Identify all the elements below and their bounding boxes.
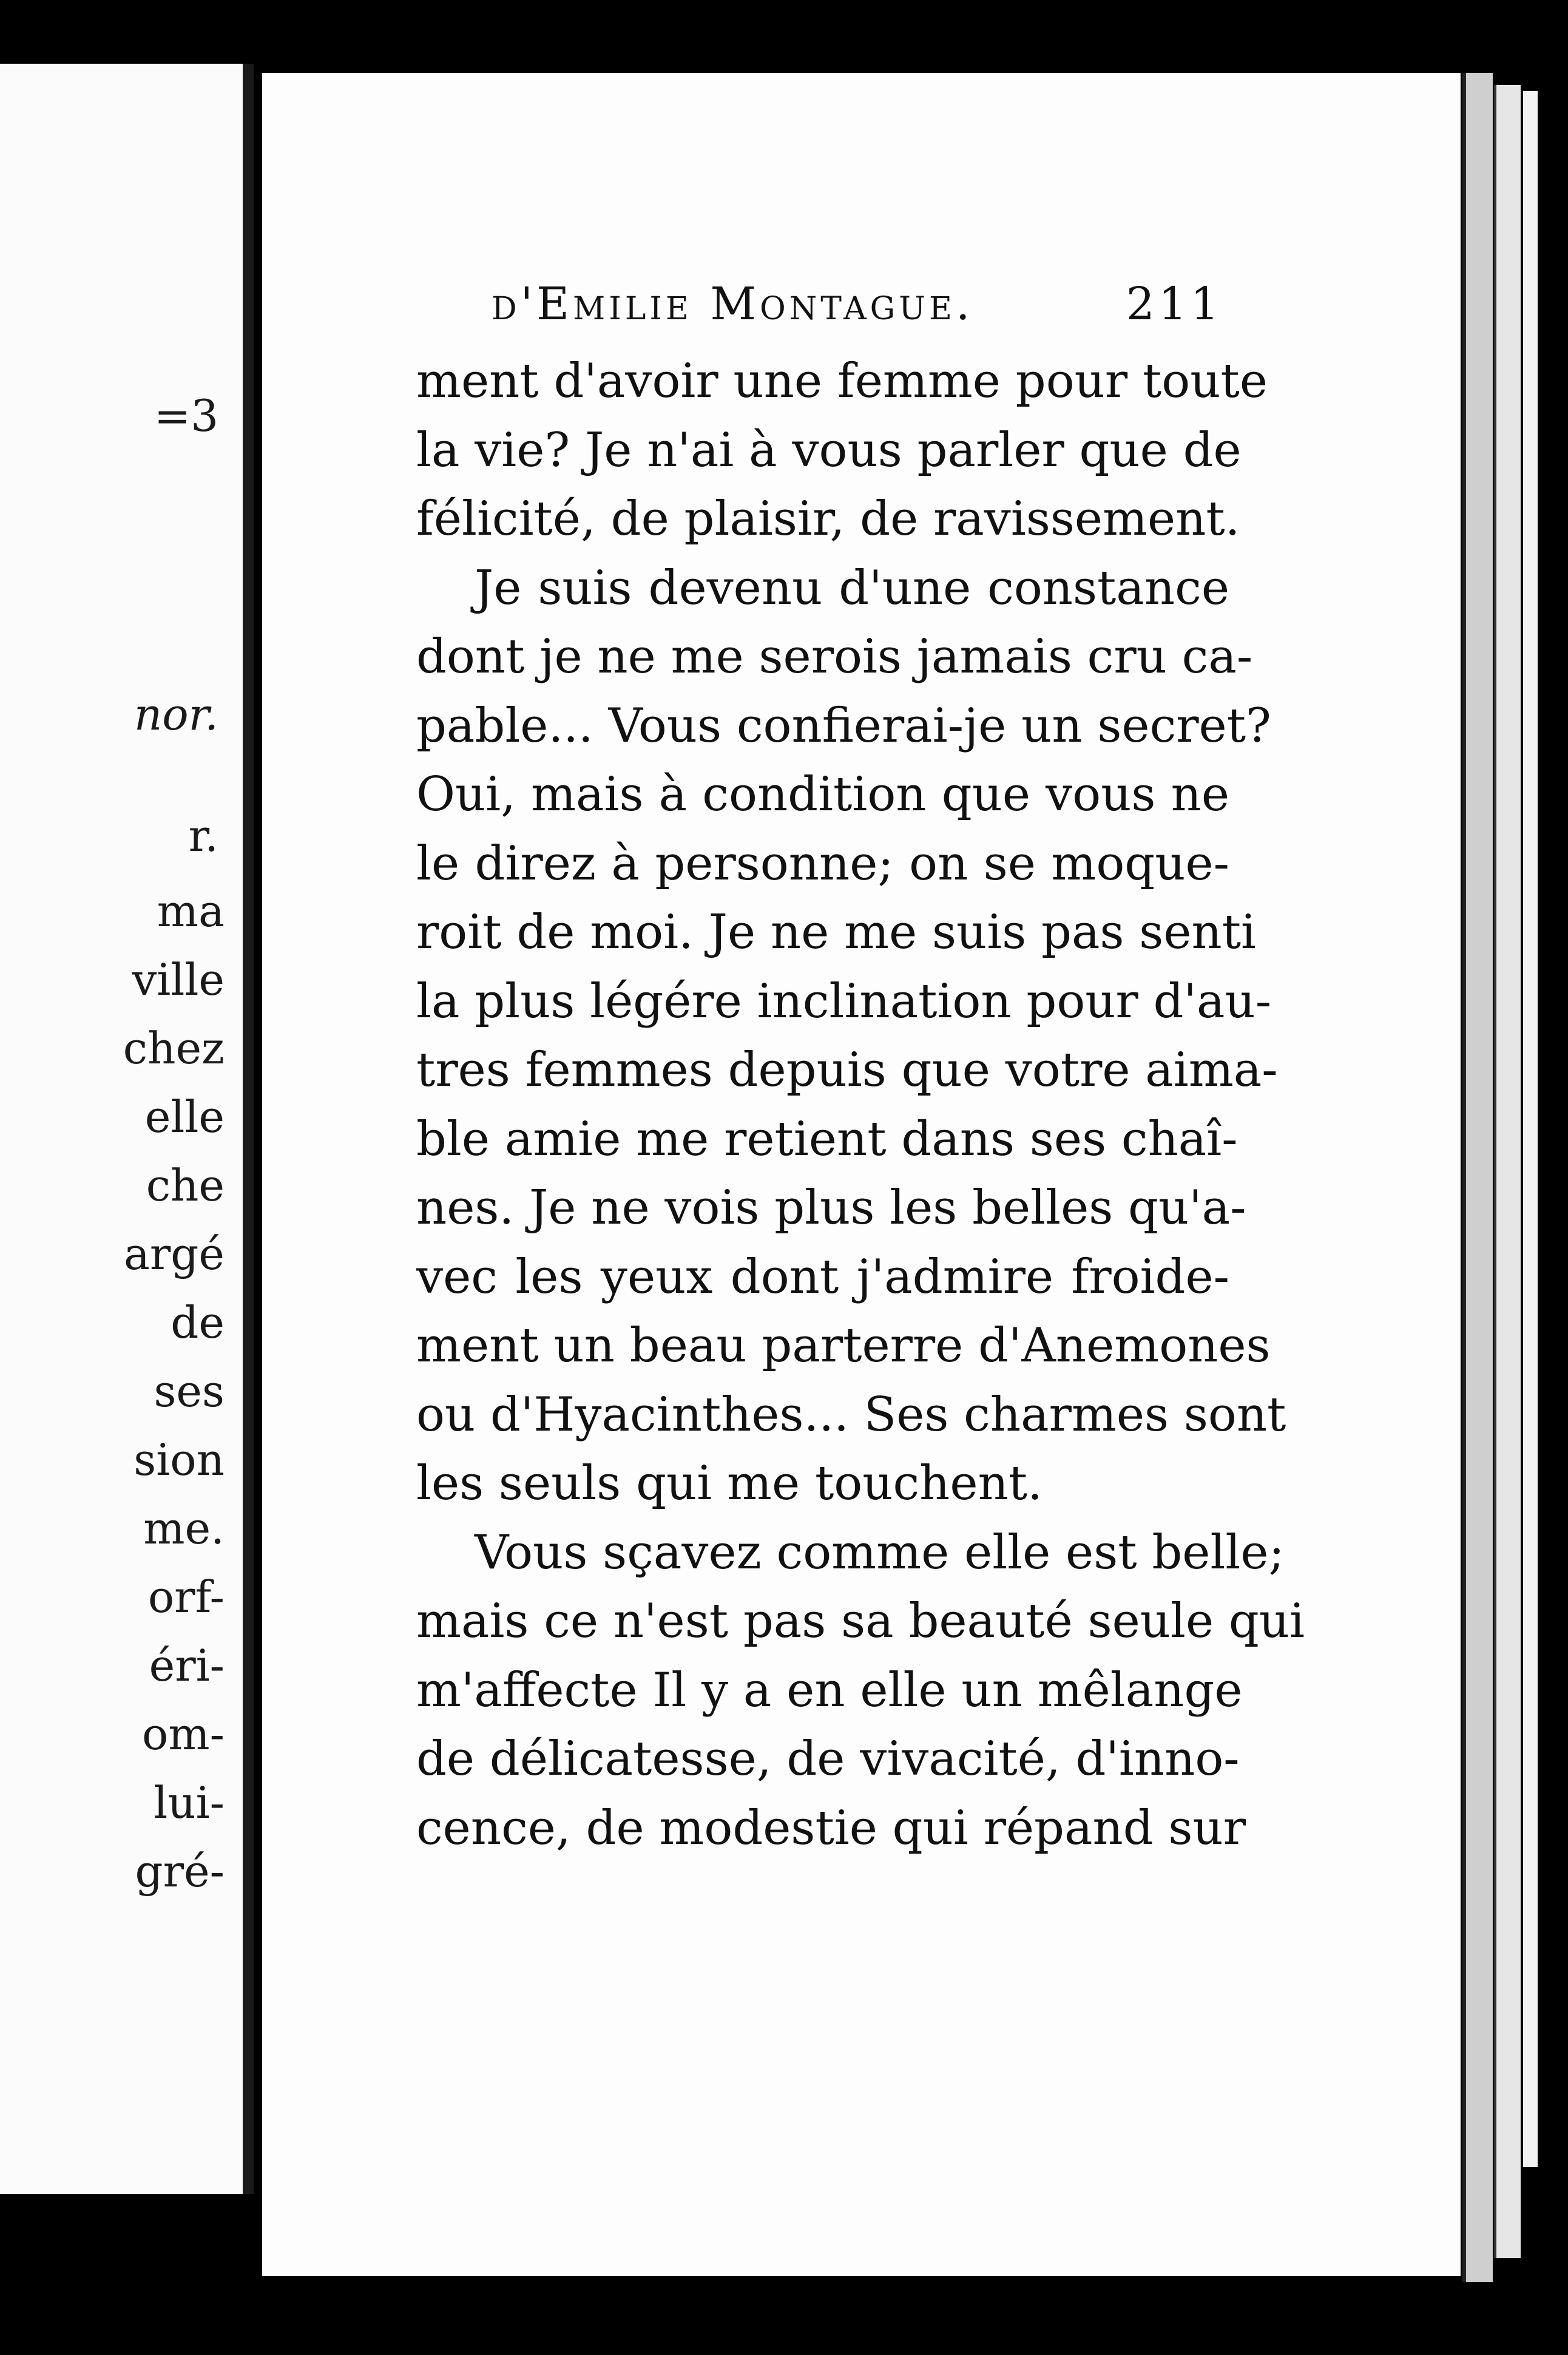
paragraph xyxy=(416,1519,1305,1863)
text-line: pable... Vous confierai-je un secret? xyxy=(416,698,1271,753)
left-page-line-fragment: argé xyxy=(123,1228,225,1279)
left-page-line-fragment: che xyxy=(146,1160,225,1211)
left-page-line-fragment: ville xyxy=(132,954,225,1005)
paragraph xyxy=(416,347,1268,554)
left-page-ornament: =3 xyxy=(154,390,218,441)
text-line: ble amie me retient dans ses chaî- xyxy=(416,1111,1238,1167)
paragraph xyxy=(416,554,1286,1519)
page-edge xyxy=(1523,91,1538,2167)
text-line: ou d'Hyacinthes... Ses charmes sont xyxy=(416,1387,1286,1442)
page-edge xyxy=(1462,73,1493,2282)
left-page-line-fragment: éri- xyxy=(149,1640,225,1691)
text-line: m'affecte Il y a en elle un mêlange xyxy=(416,1662,1243,1718)
text-line: cence, de modestie qui répand sur xyxy=(416,1800,1246,1855)
left-page-line-fragment: chez xyxy=(123,1023,225,1074)
running-head xyxy=(492,278,1223,330)
running-head-title: d'Emilie Montague. xyxy=(492,278,974,330)
page-edge xyxy=(1494,85,1521,2258)
text-line: mais ce n'est pas sa beauté seule qui xyxy=(416,1594,1305,1648)
text-line: de délicatesse, de vivacité, d'inno- xyxy=(416,1732,1240,1786)
left-page-line-fragment: ma xyxy=(157,886,225,937)
left-page-line-fragment: om- xyxy=(142,1709,225,1760)
left-page-line-fragment: sion xyxy=(133,1434,225,1485)
left-page-line-fragment: lui- xyxy=(154,1777,225,1828)
text-line: la plus légére inclination pour d'au- xyxy=(416,974,1272,1029)
text-line: Oui, mais à condition que vous ne xyxy=(416,767,1229,822)
left-page-line-fragment: elle xyxy=(144,1091,225,1142)
text-line: nes. Je ne vois plus les belles qu'a- xyxy=(416,1181,1246,1235)
left-page-line-fragment: orf- xyxy=(147,1571,225,1622)
text-line: la vie? Je n'ai à vous parler que de xyxy=(416,422,1242,478)
text-line: ment un beau parterre d'Anemones xyxy=(416,1318,1271,1373)
left-page-line-fragment: de xyxy=(171,1297,225,1348)
text-line: le direz à personne; on se moque- xyxy=(416,836,1229,891)
previous-page-fragment xyxy=(0,64,254,2194)
left-page-line-fragment: me. xyxy=(143,1503,225,1554)
text-line: félicité, de plaisir, de ravissement. xyxy=(416,492,1240,546)
text-line: ment d'avoir une femme pour toute xyxy=(416,354,1268,408)
left-page-signature-fragment: nor. xyxy=(133,689,218,740)
page-number: 211 xyxy=(1126,278,1223,330)
text-line: roit de moi. Je ne me suis pas senti xyxy=(416,905,1257,960)
left-page-heading-fragment: r. xyxy=(188,810,218,861)
left-page-line-fragment: gré- xyxy=(135,1846,225,1897)
left-page-text-fragments xyxy=(42,877,225,1906)
body-text xyxy=(416,347,1305,1863)
text-line: les seuls qui me touchent. xyxy=(416,1456,1043,1511)
text-line: vec les yeux dont j'admire froide- xyxy=(416,1249,1229,1304)
text-line: dont je ne me serois jamais cru ca- xyxy=(416,629,1253,684)
left-page-line-fragment: ses xyxy=(154,1366,225,1417)
text-line: Je suis devenu d'une constance xyxy=(475,560,1229,615)
text-line: Vous sçavez comme elle est belle; xyxy=(475,1525,1285,1580)
text-line: tres femmes depuis que votre aima- xyxy=(416,1043,1278,1097)
